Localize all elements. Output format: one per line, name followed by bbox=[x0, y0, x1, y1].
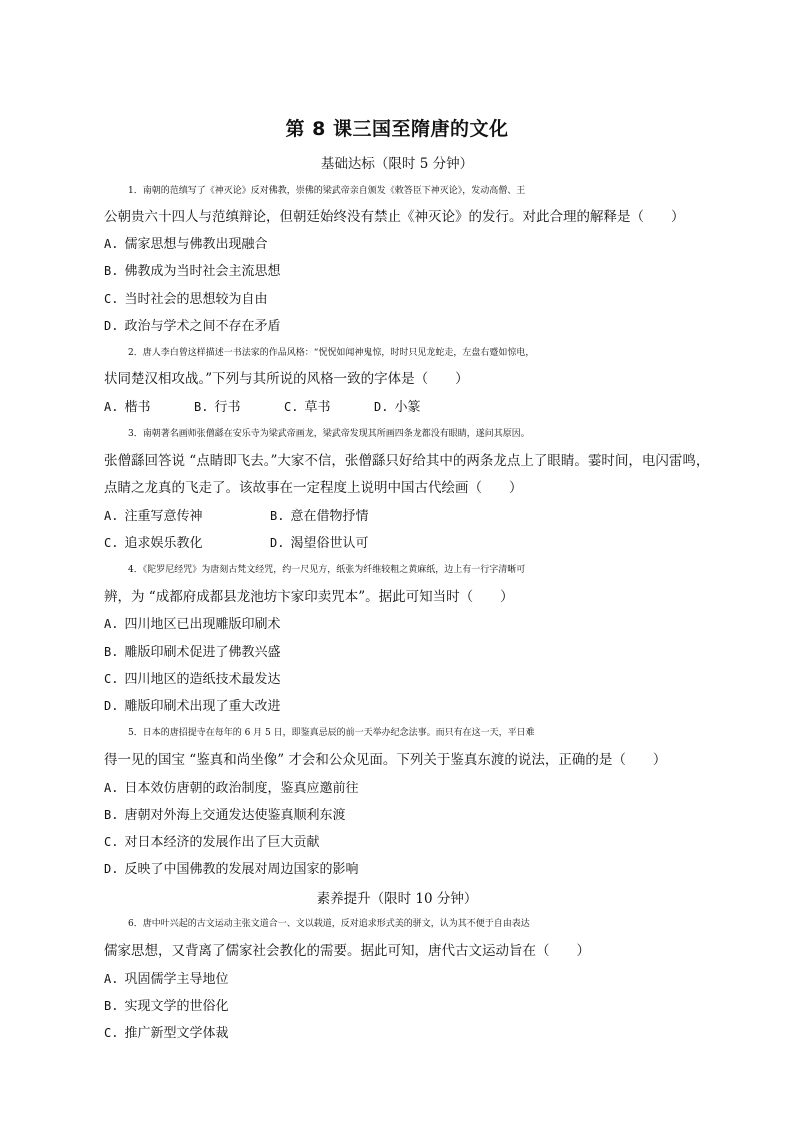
option-key: B. bbox=[270, 509, 285, 523]
question-6-option-a bbox=[104, 970, 228, 989]
page-title: 第 8 课三国至隋唐的文化 bbox=[285, 118, 509, 140]
option-text: 政治与学术之间不存在矛盾 bbox=[124, 319, 281, 334]
question-3-option-c bbox=[104, 534, 202, 553]
question-2-line-2: 状同楚汉相攻战。”下列与其所说的风格一致的字体是（ ） bbox=[104, 371, 469, 387]
question-4-line-1: 4．《陀罗尼经咒》为唐刻古梵文经咒，约一尺见方，纸张为纤维较粗之黄麻纸，边上有一行字清晰可 bbox=[128, 565, 526, 575]
question-1-option-d bbox=[104, 317, 280, 336]
option-key: A. bbox=[104, 781, 119, 795]
question-5-line-1: 5．日本的唐招提寺在每年的 6 月 5 日，即鉴真忌辰的前一天举办纪念法事。而只有在这一天，平日难 bbox=[128, 728, 535, 738]
option-text: 注重写意传神 bbox=[124, 509, 203, 524]
option-text: 小篆 bbox=[394, 400, 421, 415]
option-key: A. bbox=[104, 509, 119, 523]
question-2-option-a bbox=[104, 398, 150, 417]
option-text: 雕版印刷术促进了佛教兴盛 bbox=[124, 645, 281, 660]
option-text: 儒家思想与佛教出现融合 bbox=[124, 237, 268, 252]
question-6-line-2: 儒家思想，又背离了儒家社会教化的需要。据此可知，唐代古文运动旨在（ ） bbox=[104, 943, 590, 959]
option-key: A. bbox=[104, 972, 119, 986]
question-4-option-b bbox=[104, 643, 280, 662]
question-6-option-b bbox=[104, 997, 228, 1016]
option-text: 实现文学的世俗化 bbox=[124, 999, 229, 1014]
option-key: C. bbox=[104, 536, 119, 550]
question-4-option-a bbox=[104, 615, 280, 634]
option-key: B. bbox=[104, 808, 119, 822]
option-key: A. bbox=[104, 617, 119, 631]
question-2-line-1: 2．唐人李白曾这样描述一书法家的作品风格：“怳怳如闻神鬼惊，时时只见龙蛇走，左盘右蹙如惊电， bbox=[128, 348, 535, 358]
question-2-option-c bbox=[284, 398, 330, 417]
question-3-line-2: 张僧繇回答说 “点睛即飞去。”大家不信，张僧繇只好给其中的两条龙点上了眼睛。霎时间，电闪雷鸣， bbox=[104, 453, 710, 469]
option-key: D. bbox=[374, 400, 389, 414]
question-3-line-1: 3．南朝著名画师张僧繇在安乐寺为梁武帝画龙，梁武帝发现其所画四条龙都没有眼睛，遂问其原因。 bbox=[128, 429, 530, 439]
option-key: D. bbox=[104, 699, 119, 713]
section-heading-advanced: 素养提升（限时 10 分钟） bbox=[316, 891, 478, 907]
option-text: 行书 bbox=[214, 400, 241, 415]
option-key: C. bbox=[104, 292, 119, 306]
question-1-line-1: 1．南朝的范缜写了《神灭论》反对佛教，崇佛的梁武帝亲自颁发《敕答臣下神灭论》，发动高僧、王 bbox=[128, 186, 526, 196]
question-4-line-2: 辨，为 “成都府成都县龙池坊卞家印卖咒本”。据此可知当时（ ） bbox=[104, 589, 514, 605]
option-text: 推广新型文学体裁 bbox=[124, 1026, 229, 1041]
question-2-option-b bbox=[194, 398, 240, 417]
option-key: D. bbox=[270, 536, 285, 550]
option-text: 雕版印刷术出现了重大改进 bbox=[124, 699, 281, 714]
question-3-option-b bbox=[270, 507, 368, 526]
option-text: 追求娱乐教化 bbox=[124, 536, 203, 551]
option-key: A. bbox=[104, 237, 119, 251]
option-key: B. bbox=[104, 264, 119, 278]
section-heading-basic: 基础达标（限时 5 分钟） bbox=[320, 156, 474, 172]
option-key: C. bbox=[104, 672, 119, 686]
option-text: 意在借物抒情 bbox=[290, 509, 369, 524]
question-5-option-b bbox=[104, 806, 345, 825]
question-6-option-c bbox=[104, 1024, 228, 1043]
option-key: D. bbox=[104, 862, 119, 876]
option-text: 对日本经济的发展作出了巨大贡献 bbox=[124, 835, 320, 850]
option-text: 渴望俗世认可 bbox=[290, 536, 369, 551]
question-1-option-c bbox=[104, 290, 267, 309]
question-4-option-d bbox=[104, 697, 280, 716]
question-5-option-d bbox=[104, 860, 358, 879]
question-2-option-d bbox=[374, 398, 420, 417]
option-text: 草书 bbox=[304, 400, 331, 415]
option-text: 四川地区的造纸技术最发达 bbox=[124, 672, 281, 687]
option-key: C. bbox=[104, 835, 119, 849]
option-key: B. bbox=[104, 999, 119, 1013]
question-5-line-2: 得一见的国宝 “鉴真和尚坐像” 才会和公众见面。下列关于鉴真东渡的说法，正确的是（ ） bbox=[104, 752, 667, 768]
question-1-option-a bbox=[104, 235, 267, 254]
option-text: 反映了中国佛教的发展对周边国家的影响 bbox=[124, 862, 359, 877]
option-key: D. bbox=[104, 319, 119, 333]
option-text: 四川地区已出现雕版印刷术 bbox=[124, 617, 281, 632]
option-key: B. bbox=[194, 400, 209, 414]
option-text: 日本效仿唐朝的政治制度，鉴真应邀前往 bbox=[124, 781, 359, 796]
question-3-option-d bbox=[270, 534, 368, 553]
option-key: C. bbox=[284, 400, 299, 414]
question-6-line-1: 6．唐中叶兴起的古文运动主张文道合一、文以载道，反对追求形式美的骈文，认为其不便于自由表达 bbox=[128, 919, 530, 929]
question-3-option-a bbox=[104, 507, 202, 526]
question-1-line-2: 公朝贵六十四人与范缜辩论，但朝廷始终没有禁止《神灭论》的发行。对此合理的解释是（ ） bbox=[104, 209, 685, 225]
option-text: 楷书 bbox=[124, 400, 151, 415]
option-text: 唐朝对外海上交通发达使鉴真顺利东渡 bbox=[124, 808, 346, 823]
option-text: 当时社会的思想较为自由 bbox=[124, 292, 268, 307]
option-key: C. bbox=[104, 1026, 119, 1040]
option-text: 佛教成为当时社会主流思想 bbox=[124, 264, 281, 279]
option-text: 巩固儒学主导地位 bbox=[124, 972, 229, 987]
question-4-option-c bbox=[104, 670, 280, 689]
option-key: B. bbox=[104, 645, 119, 659]
question-5-option-c bbox=[104, 833, 319, 852]
question-3-line-3: 点睛之龙真的飞走了。该故事在一定程度上说明中国古代绘画（ ） bbox=[104, 480, 523, 496]
option-key: A. bbox=[104, 400, 119, 414]
question-1-option-b bbox=[104, 262, 280, 281]
question-5-option-a bbox=[104, 779, 358, 798]
